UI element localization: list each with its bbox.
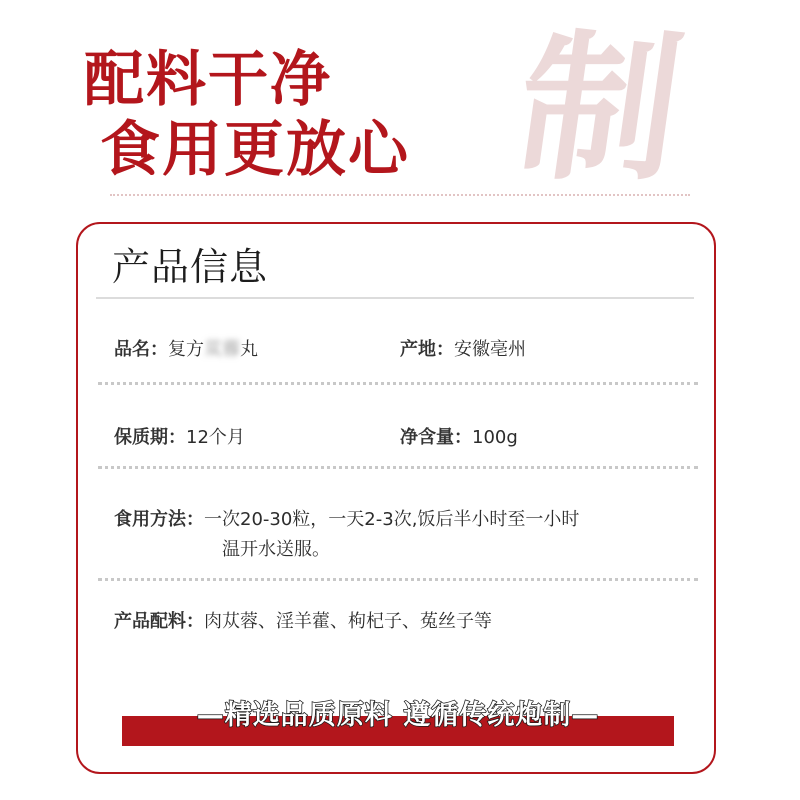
- product-info-card: [76, 222, 716, 774]
- product-name-prefix: 复方: [168, 339, 204, 360]
- net-content-value: 100g: [472, 427, 518, 448]
- shelf-life-field: [114, 424, 245, 452]
- row-divider: [98, 466, 698, 469]
- usage-field: [114, 506, 579, 534]
- header-divider: [110, 194, 690, 196]
- card-title: 产品信息: [112, 245, 269, 289]
- ingredients-value: 肉苁蓉、淫羊藿、枸杞子、菟丝子等: [204, 611, 492, 632]
- row-divider: [98, 578, 698, 581]
- shelf-life-label: 保质期：: [114, 427, 186, 448]
- row-divider: [98, 382, 698, 385]
- ingredients-field: [114, 608, 492, 636]
- usage-value-line-2: 温开水送服。: [222, 539, 330, 560]
- origin-label: 产地：: [400, 339, 454, 360]
- usage-label: 食用方法：: [114, 509, 204, 530]
- product-name-label: 品名：: [114, 339, 168, 360]
- origin-value: 安徽亳州: [454, 339, 526, 360]
- watermark-character: 制: [506, 14, 694, 202]
- origin-field: [400, 336, 526, 364]
- headline-line-2: 食用更放心: [100, 115, 410, 185]
- title-divider: [96, 297, 694, 299]
- banner-text: —精选品质原料 遵循传统炮制—: [196, 700, 600, 731]
- net-content-label: 净含量：: [400, 427, 472, 448]
- headline-line-1: 配料干净: [84, 45, 332, 115]
- shelf-life-value: 12个月: [186, 427, 245, 448]
- net-content-field: [400, 424, 518, 452]
- product-name-field: [114, 336, 258, 364]
- usage-value-line-1: 一次20-30粒，一天2-3次,饭后半小时至一小时: [204, 509, 580, 530]
- product-name-blurred: 苁蓉: [204, 339, 240, 360]
- ingredients-label: 产品配料：: [114, 611, 204, 632]
- product-name-suffix: 丸: [240, 339, 258, 360]
